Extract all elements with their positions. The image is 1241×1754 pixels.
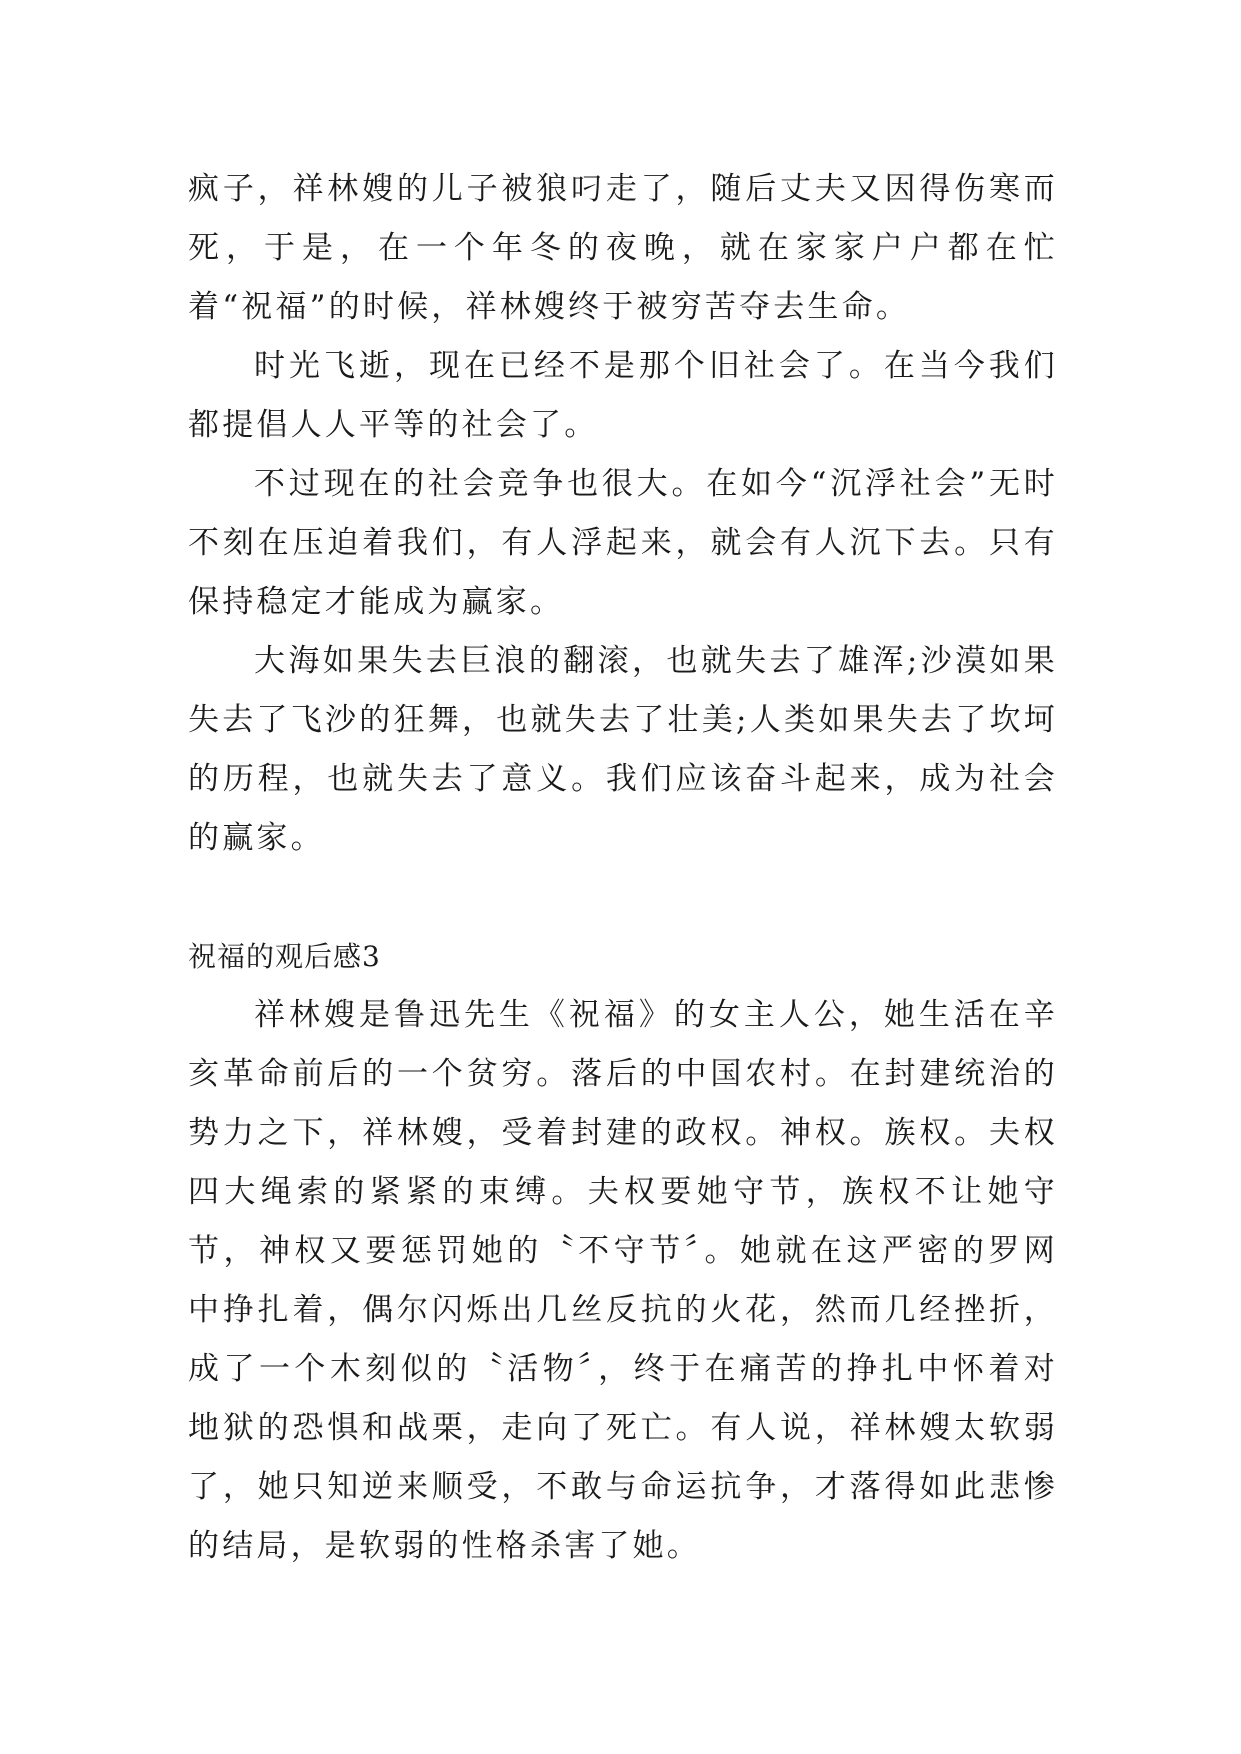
section-heading: 祝福的观后感3 <box>188 940 381 973</box>
paragraph-competition: 不过现在的社会竞争也很大。在如今“沉浮社会”无时不刻在压迫着我们，有人浮起来，就会有人沉下去。只有保持稳定才能成为赢家。 <box>188 466 1058 620</box>
document-body <box>188 160 1058 1576</box>
paragraph-time-passes: 时光飞逝，现在已经不是那个旧社会了。在当今我们都提倡人人平等的社会了。 <box>188 348 1058 443</box>
paragraph-xianglin-sao: 祥林嫂是鲁迅先生《祝福》的女主人公，她生活在辛亥革命前后的一个贫穷。落后的中国农村。在封建统治的势力之下，祥林嫂，受着封建的政权。神权。族权。夫权四大绳索的紧紧的束缚。夫权要她守节，族权不让她守节，神权又要惩罚她的〝不守节〞。她就在这严密的罗网中挣扎着，偶尔闪烁出几丝反抗的火花，然而几经挫折，成了一个木刻似的〝活物〞，终于在痛苦的挣扎中怀着对地狱的恐惧和战栗，走向了死亡。有人说，祥林嫂太软弱了，她只知逆来顺受，不敢与命运抗争，才落得如此悲惨的结局，是软弱的性格杀害了她。 <box>188 997 1058 1564</box>
section-spacer <box>188 868 1058 927</box>
paragraph-continued: 疯子，祥林嫂的儿子被狼叼走了，随后丈夫又因得伤寒而死，于是，在一个年冬的夜晚，就在家家户户都在忙着“祝福”的时候，祥林嫂终于被穷苦夺去生命。 <box>188 171 1058 325</box>
paragraph-sea-desert: 大海如果失去巨浪的翻滚，也就失去了雄浑;沙漠如果失去了飞沙的狂舞，也就失去了壮美;人类如果失去了坎坷的历程，也就失去了意义。我们应该奋斗起来，成为社会的赢家。 <box>188 643 1058 856</box>
